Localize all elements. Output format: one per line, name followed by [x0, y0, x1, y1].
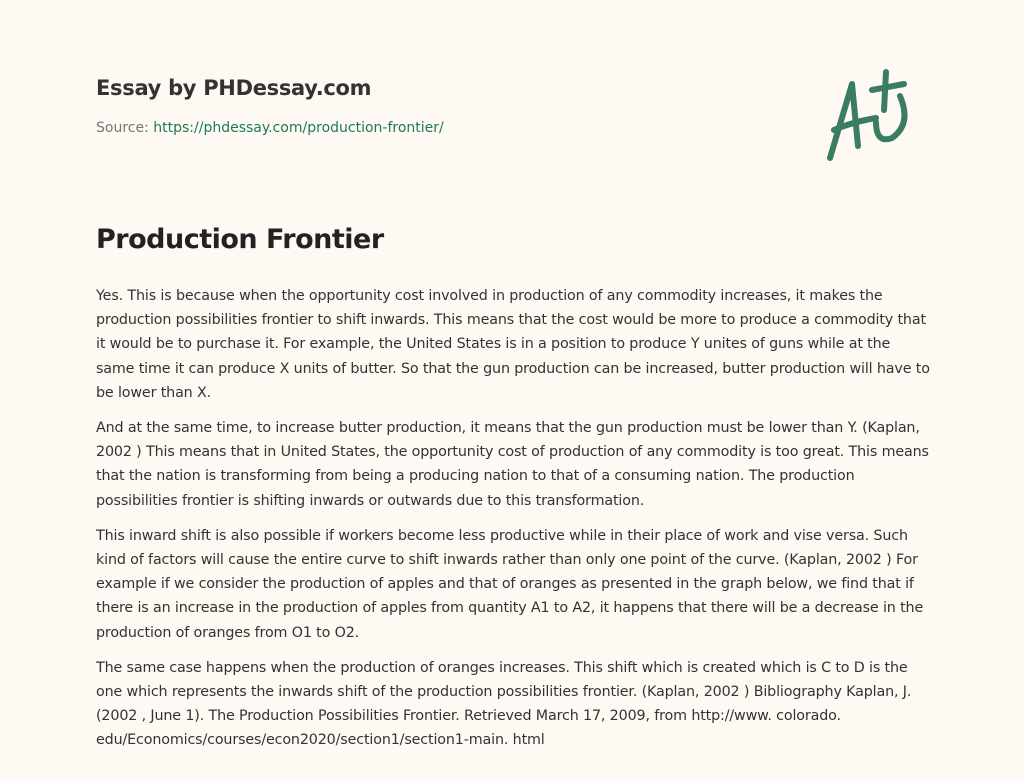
- paragraph: The same case happens when the production of oranges increases. This shift which is created which is C to D is the one which represents the inwards shift of the production possibilities frontier. (Kaplan, 2002 ) Bibliography Kaplan, J. (2002 , June 1). The Production Possibilities Frontier. Retrieved March 17, 2009, from http://www. colorado. edu/Economics/courses/econ2020/section1/section1-main. html: [96, 659, 912, 749]
- essay-header: [96, 76, 444, 136]
- source-label: Source:: [96, 120, 149, 136]
- page-title: Production Frontier: [96, 224, 384, 255]
- source-link[interactable]: https://phdessay.com/production-frontier/: [153, 120, 444, 136]
- essay-body: [96, 284, 932, 764]
- source-line: [96, 120, 444, 136]
- paragraph: Yes. This is because when the opportunity cost involved in production of any commodity increases, it makes the production possibilities frontier to shift inwards. This means that the cost would be more to produce a commodity that it would be to purchase it. For example, the United States is in a position to produce Y unites of guns while at the same time it can produce X units of butter. So that the gun production can be increased, butter production will have to be lower than X.: [96, 288, 930, 401]
- a-plus-logo-icon: [820, 68, 930, 168]
- paragraph: And at the same time, to increase butter production, it means that the gun production must be lower than Y. (Kaplan, 2002 ) This means that in United States, the opportunity cost of production of any commodity is too great. This means that the nation is transforming from being a producing nation to that of a consuming nation. The production possibilities frontier is shifting inwards or outwards due to this transformation.: [96, 420, 929, 509]
- brand-title: Essay by PHDessay.com: [96, 76, 372, 100]
- paragraph: This inward shift is also possible if workers become less productive while in their place of work and vise versa. Such kind of factors will cause the entire curve to shift inwards rather than only one point of the curve. (Kaplan, 2002 ) For example if we consider the production of apples and that of oranges as presented in the graph below, we find that if there is an increase in the production of apples from quantity A1 to A2, it happens that there will be a decrease in the production of oranges from O1 to O2.: [96, 527, 924, 641]
